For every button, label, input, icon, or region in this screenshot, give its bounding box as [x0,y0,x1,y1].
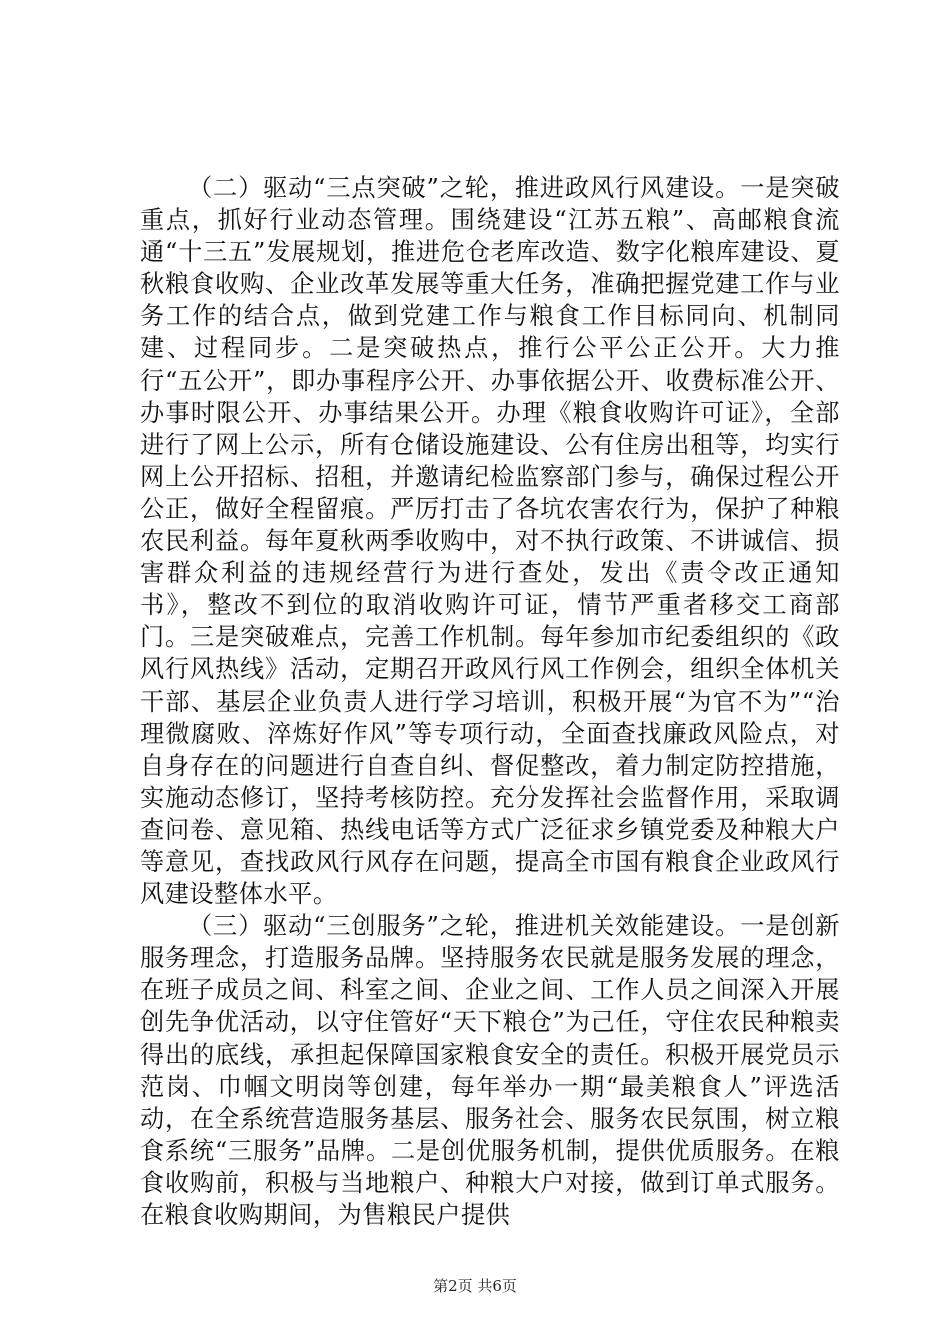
paragraph-drive-three-services: （三）驱动“三创服务”之轮，推进机关效能建设。一是创新服务理念，打造服务品牌。坚持服务农民就是服务发展的理念，在班子成员之间、科室之间、企业之间、工作人员之间深入开展创先争优活动，以守住管好“天下粮仓”为己任，守住农民种粮卖得出的底线，承担起保障国家粮食安全的责任。积极开展党员示范岗、巾帼文明岗等创建，每年举办一期“最美粮食人”评选活动，在全系统营造服务基层、服务社会、服务农民氛围，树立粮食系统“三服务”品牌。二是创优服务机制，提供优质服务。在粮食收购前，积极与当地粮户、种粮大户对接，做到订单式服务。在粮食收购期间，为售粮民户提供 [140,912,840,1229]
paragraph-drive-three-breakthroughs: （二）驱动“三点突破”之轮，推进政风行风建设。一是突破重点，抓好行业动态管理。围绕建设“江苏五粮”、高邮粮食流通“十三五”发展规划，推进危仓老库改造、数字化粮库建设、夏秋粮食收购、企业改革发展等重大任务，准确把握党建工作与业务工作的结合点，做到党建工作与粮食工作目标同向、机制同建、过程同步。二是突破热点，推行公平公正公开。大力推行“五公开”，即办事程序公开、办事依据公开、收费标准公开、办事时限公开、办事结果公开。办理《粮食收购许可证》，全部进行了网上公示，所有仓储设施建设、公有住房出租等，均实行网上公开招标、招租，并邀请纪检监察部门参与，确保过程公开公正，做好全程留痕。严厉打击了各坑农害农行为，保护了种粮农民利益。每年夏秋两季收购中，对不执行政策、不讲诚信、损害群众利益的违规经营行为进行查处，发出《责令改正通知书》，整改不到位的取消收购许可证，情节严重者移交工商部门。三是突破难点，完善工作机制。每年参加市纪委组织的《政风行风热线》活动，定期召开政风行风工作例会，组织全体机关干部、基层企业负责人进行学习培训，积极开展“为官不为”“治理微腐败、淬炼好作风”等专项行动，全面查找廉政风险点，对自身存在的问题进行自查自纠、督促整改，着力制定防控措施，实施动态修订，坚持考核防控。充分发挥社会监督作用，采取调查问卷、意见箱、热线电话等方式广泛征求乡镇党委及种粮大户等意见，查找政风行风存在问题，提高全市国有粮食企业政风行风建设整体水平。 [140,174,840,909]
page-number-footer: 第2页 共6页 [433,1277,517,1295]
document-body [140,172,840,1231]
